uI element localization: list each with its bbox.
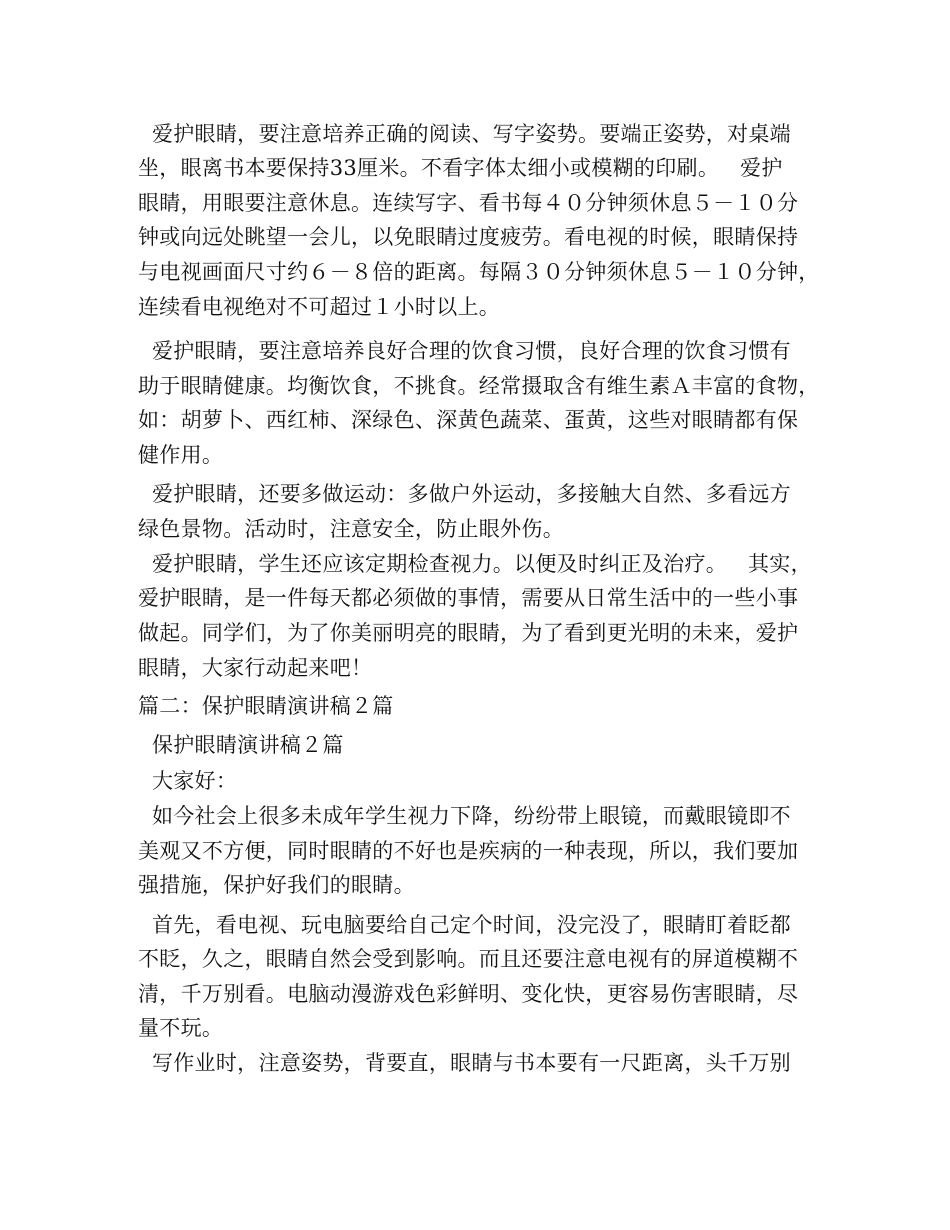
text-line: 助于眼睛健康。均衡饮食，不挑食。经常摄取含有维生素Ａ丰富的食物， <box>138 374 820 398</box>
greeting: 大家好： <box>138 769 238 793</box>
text-line: 首先，看电视、玩电脑要给自己定个时间，没完没了，眼睛盯着眨都 <box>138 913 791 937</box>
text-line: 爱护眼睛，要注意培养良好合理的饮食习惯，良好合理的饮食习惯有 <box>138 339 791 363</box>
text-line: 坐，眼离书本要保持33厘米。不看字体太细小或模糊的印刷。 爱护 <box>138 156 783 180</box>
text-line: 连续看电视绝对不可超过１小时以上。 <box>138 295 501 319</box>
text-line: 爱护眼睛，还要多做运动：多做户外运动，多接触大自然、多看远方 <box>138 482 791 506</box>
text-line: 眼睛，大家行动起来吧！ <box>138 656 373 680</box>
text-line: 如：胡萝卜、西红柿、深绿色、深黄色蔬菜、蛋黄，这些对眼睛都有保 <box>138 408 799 432</box>
text-line: 爱护眼睛，是一件每天都必须做的事情，需要从日常生活中的一些小事 <box>138 586 799 610</box>
text-line: 美观又不方便，同时眼睛的不好也是疾病的一种表现，所以，我们要加 <box>138 839 799 863</box>
text-line: 强措施，保护好我们的眼睛。 <box>138 873 415 897</box>
text-line: 绿色景物。活动时，注意安全，防止眼外伤。 <box>138 517 564 541</box>
text-line: 做起。同学们，为了你美丽明亮的眼睛，为了看到更光明的未来，爱护 <box>138 621 799 645</box>
text-line: 爱护眼睛，要注意培养正确的阅读、写字姿势。要端正姿势，对桌端 <box>138 122 791 146</box>
text-line: 与电视画面尺寸约６－８倍的距离。每隔３０分钟须休息５－１０分钟， <box>138 260 820 284</box>
text-line: 健作用。 <box>138 443 224 467</box>
text-line: 如今社会上很多未成年学生视力下降，纷纷带上眼镜，而戴眼镜即不 <box>138 804 791 828</box>
text-line: 写作业时，注意姿势，背要直，眼睛与书本要有一尺距离，头千万别 <box>138 1051 791 1075</box>
text-line: 眼睛，用眼要注意休息。连续写字、看书每４０分钟须休息５－１０分 <box>138 191 799 215</box>
text-line: 量不玩。 <box>138 1016 224 1040</box>
speech-title: 保护眼睛演讲稿２篇 <box>138 733 344 757</box>
section-heading: 篇二：保护眼睛演讲稿２篇 <box>138 694 394 718</box>
text-line: 不眨，久之，眼睛自然会受到影响。而且还要注意电视有的屏道模糊不 <box>138 947 799 971</box>
text-line: 清，千万别看。电脑动漫游戏色彩鲜明、变化快，更容易伤害眼睛，尽 <box>138 982 799 1006</box>
text-line: 爱护眼睛，学生还应该定期检查视力。以便及时纠正及治疗。 其实， <box>138 552 812 576</box>
text-line: 钟或向远处眺望一会儿，以免眼睛过度疲劳。看电视的时候，眼睛保持 <box>138 225 799 249</box>
